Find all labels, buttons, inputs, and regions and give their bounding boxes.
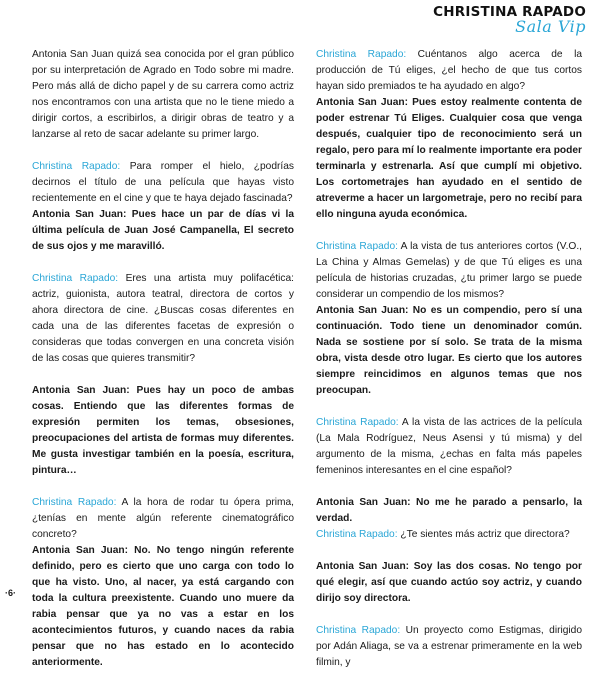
magazine-header <box>433 4 586 35</box>
question-text: Cuéntanos algo acerca de la producción de Tú eliges, ¿el hecho de que tus cortos hayan sido premiados te ha ayudado en algo? <box>316 49 582 92</box>
interviewer-label: Christina Rapado: <box>32 497 117 508</box>
author-name: CHRISTINA RAPADO <box>433 4 586 20</box>
answer-1: Antonia San Juan: Pues hace un par de días vi la última película de Juan José Campanella, El secreto de sus ojos y me maravilló. <box>32 209 294 252</box>
question-text: A la vista de tus anteriores cortos (V.O., La China y Almas Gemelas) y de que Tú eliges es una película de historias cruzadas, ¿tu primer largo se puede considerar un compendio de los mismos? <box>316 241 582 300</box>
question-1 <box>32 159 294 207</box>
section-title: Sala Vip <box>515 17 586 36</box>
question-5 <box>316 239 582 303</box>
question-text: ¿Te sientes más actriz que directora? <box>397 529 570 540</box>
intro-paragraph: Antonia San Juan quizá sea conocida por el gran público por su interpretación de Agrado en Todo sobre mi madre. Pero más allá de dicho papel y de su carrera como actriz nos encontramos con una artista que no le tiene miedo a dirigir cortos, a escribirlos, a dirigir obras de teatro y a lanzarse al reto de sacar adelante su primer largo. <box>32 49 294 140</box>
question-4 <box>316 47 582 95</box>
page-number: ·6· <box>5 588 16 598</box>
question-6 <box>316 415 582 479</box>
interviewer-label: Christina Rapado: <box>316 529 398 540</box>
answer-5 <box>316 303 582 399</box>
question-text: A la vista de las actrices de la película (La Mala Rodríguez, Neus Asensi y tú misma) y del argumento de la misma, ¿echas en falta más papeles femeninos interesantes en el cine español? <box>316 417 582 476</box>
answer-4: Antonia San Juan: Pues estoy realmente contenta de poder estrenar Tú Eliges. Cualquier cosa que venga después, cualquier tipo de reconocimiento será un regalo, pero para mí lo realmente importante era poder terminarla y estrenarla. Así que cumplí mi objetivo. Los cortometrajes han ayudado en el sentido de atreverme a hacer un largometraje, pero no recibí para ello ninguna ayuda económica. <box>316 97 582 220</box>
question-text: A la hora de rodar tu ópera prima, ¿tenías en mente algún referente cinematográfico concreto? <box>32 497 294 540</box>
interviewer-label: Christina Rapado: <box>32 273 119 284</box>
left-column <box>32 47 294 687</box>
question-8 <box>316 623 582 671</box>
question-text: Un proyecto como Estigmas, dirigido por Adán Aliaga, se va a estrenar primeramente en la web filmin, y <box>316 625 583 668</box>
interviewer-label: Christina Rapado: <box>316 417 399 428</box>
answer-5-rest: Todo tiene un denominador común. Nada se sostiene por sí solo. Se trata de la misma obra, vista desde otro lugar. Es cierto que los autores siempre reincidimos en algunos temas que nos preocupan. <box>316 321 582 396</box>
interviewer-label: Christina Rapado: <box>316 241 398 252</box>
answer-5-lead: Antonia San Juan: No es un compendio, pero sí una continuación. <box>316 305 582 332</box>
question-3 <box>32 495 294 543</box>
answer-2: Antonia San Juan: Pues hay un poco de ambas cosas. Entiendo que las diferentes formas de expresión permiten los temas, obsesiones, preocupaciones del artista de formas muy diferentes. Me gusta investigar también en la poesía, escritura, pintura… <box>32 385 294 476</box>
answer-3: Antonia San Juan: No. No tengo ningún referente definido, pero es cierto que uno carga con todo lo que ha visto. Uno, al nacer, ya está cargando con toda la cultura preexistente. Cuando uno muere da rabia pensar que ya no vas a estar en los acontecimientos futuros, y cuando naces da rabia pensar que no has estado en lo acontecido anteriormente. <box>32 545 294 668</box>
question-7 <box>316 527 582 543</box>
interviewer-label: Christina Rapado: <box>32 161 121 172</box>
answer-6: Antonia San Juan: No me he parado a pensarlo, la verdad. <box>316 497 582 524</box>
answer-7: Antonia San Juan: Soy las dos cosas. No tengo por qué elegir, así que cuando actúo soy actriz, y cuando dirijo soy directora. <box>316 561 582 604</box>
question-text: Eres una artista muy polifacética: actriz, guionista, autora teatral, directora de cortos y ahora directora de cine. ¿Buscas cosas diferentes en cada una de las diferentes facetas de expresión o consideras que todas convergen en una concreta visión de las cosas que quieres transmitir? <box>32 273 294 364</box>
interviewer-label: Christina Rapado: <box>316 625 401 636</box>
question-2 <box>32 271 294 367</box>
right-column <box>316 47 582 671</box>
interviewer-label: Christina Rapado: <box>316 49 407 60</box>
question-text: Para romper el hielo, ¿podrías decirnos el título de una película que hayas visto recientemente en el cine y que te haya dejado fascinada? <box>32 161 294 204</box>
